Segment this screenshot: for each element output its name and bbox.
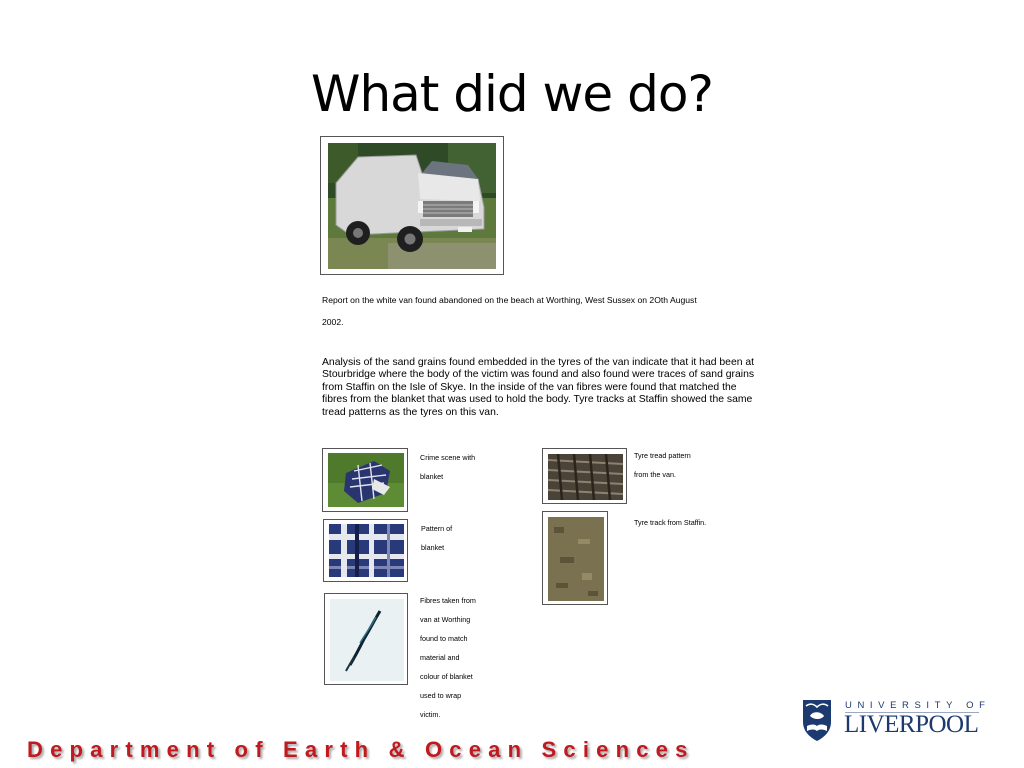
caption-tyre-tread: Tyre tread pattern from the van. (634, 451, 691, 479)
crest-icon (801, 698, 833, 742)
report-heading-line-2: 2002. (322, 317, 344, 327)
caption-blanket-pattern: Pattern of blanket (421, 524, 453, 552)
caption-tyre-track: Tyre track from Staffin. (634, 518, 707, 527)
university-logo (800, 696, 990, 744)
van-image (328, 143, 496, 269)
slide-title: What did we do? (311, 65, 713, 123)
crime-scene-image (328, 453, 404, 507)
fibres-photo (324, 593, 408, 685)
tyre-tread-image (548, 454, 623, 500)
caption-fibres: Fibres taken from van at Worthing found to match material and colour of blanket used to wrap victim. (420, 596, 476, 719)
tyre-track-photo (542, 511, 608, 605)
report-heading-line-1: Report on the white van found abandoned on the beach at Worthing, West Sussex on 2Oth August (322, 295, 697, 305)
crime-scene-photo (322, 448, 408, 512)
fibres-image (330, 599, 404, 681)
tyre-tread-photo (542, 448, 627, 504)
tyre-track-image (548, 517, 604, 601)
caption-crime-scene: Crime scene with blanket (420, 453, 476, 481)
logo-university-of: UNIVERSITY OF (845, 700, 991, 711)
blanket-pattern-image (329, 524, 404, 577)
van-photo (320, 136, 504, 275)
analysis-paragraph: Analysis of the sand grains found embedded in the tyres of the van indicate that it had been at Stourbridge where the body of the victim was found and also found were traces of sand grains from Staffin on the Isle of Skye. In the inside of the van fibres were found that matched the fibres from the blanket that was used to hold the body. Tyre tracks at Staffin showed the same tread patterns as the tyres on this van. (322, 357, 755, 418)
blanket-pattern-photo (323, 519, 408, 582)
department-footer: Department of Earth & Ocean Sciences (27, 737, 695, 762)
logo-liverpool: LIVERPOOL (844, 711, 979, 738)
